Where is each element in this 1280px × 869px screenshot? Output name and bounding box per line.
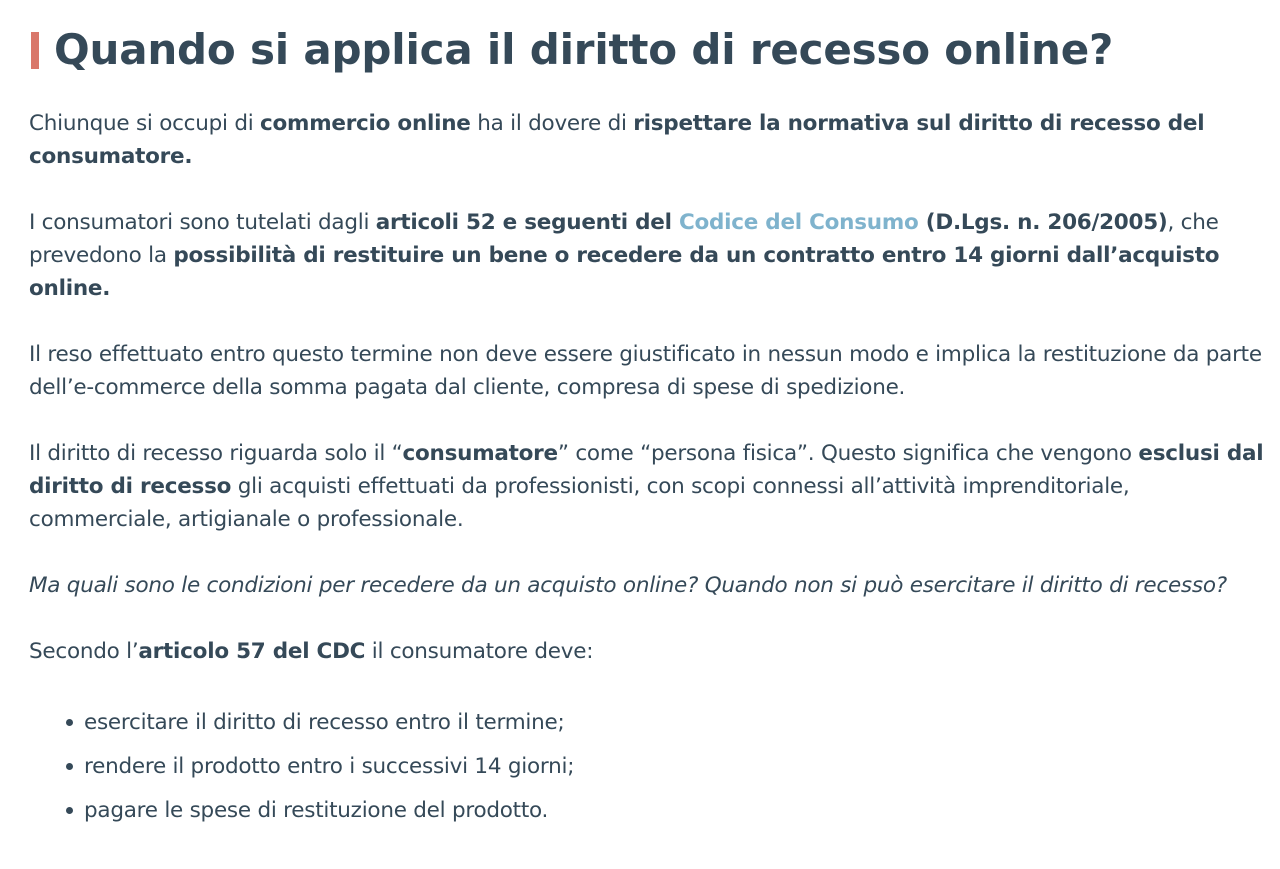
paragraph-reso: Il reso effettuato entro questo termine non deve essere giustificato in nessun modo e implica la restituzione da parte dell’e-commerce della somma pagata dal cliente, compresa di spese di spedizione. <box>29 342 1262 400</box>
list-item-text: pagare le spese di restituzione del prodotto. <box>84 798 549 823</box>
p1-bold-commercio-online: commercio online <box>260 111 471 136</box>
p2-text-2: , che prevedono la <box>29 210 1219 268</box>
list-item <box>84 789 1269 833</box>
p4-bold-consumatore: consumatore <box>402 441 558 466</box>
page-title: Quando si applica il diritto di recesso online? <box>54 25 1114 74</box>
p5-italic-question: Ma quali sono le condizioni per recedere da un acquisto online? Quando non si può esercitare il diritto di recesso? <box>29 573 1227 598</box>
paragraph-commercio-online <box>29 107 1269 173</box>
list-item <box>84 745 1269 789</box>
p6-text-2: il consumatore deve: <box>365 639 594 664</box>
p4-text-3: gli acquisti effettuati da professionisti, con scopi connessi all’attività imprenditoriale, commerciale, artigianale o professionale. <box>29 474 1130 532</box>
conditions-list <box>29 701 1269 833</box>
paragraph-domanda <box>29 569 1269 602</box>
p1-text-1: Chiunque si occupi di <box>29 111 261 136</box>
p2-bold-articoli: articoli 52 e seguenti del <box>375 210 679 235</box>
p6-text-1: Secondo l’ <box>29 639 139 664</box>
list-item <box>84 701 1269 745</box>
p2-bold-dlgs: (D.Lgs. n. 206/2005) <box>918 210 1168 235</box>
p4-bold-esclusi: esclusi dal diritto di recesso <box>29 441 1264 499</box>
paragraph-consumatore <box>29 437 1269 536</box>
bullet-icon <box>66 763 73 770</box>
article <box>29 0 1269 833</box>
p2-bold-possibilita: possibilità di restituire un bene o recedere da un contratto entro 14 giorni dall’acquisto online. <box>29 243 1220 301</box>
list-item-text: rendere il prodotto entro i successivi 14 giorni; <box>84 754 575 779</box>
paragraph-consumatori-tutelati <box>29 206 1269 305</box>
p4-text-1: Il diritto di recesso riguarda solo il “ <box>29 441 403 466</box>
p1-text-2: ha il dovere di <box>470 111 634 136</box>
p1-bold-normativa: rispettare la normativa sul diritto di recesso del consumatore. <box>29 111 1205 169</box>
list-item-text: esercitare il diritto di recesso entro il termine; <box>84 710 565 735</box>
p4-text-2: ” come “persona fisica”. Questo significa che vengono <box>557 441 1139 466</box>
heading-row <box>29 22 1269 78</box>
bullet-icon <box>66 807 73 814</box>
p6-bold-articolo-57: articolo 57 del CDC <box>138 639 366 664</box>
heading-accent-bar <box>31 32 39 69</box>
p2-text-1: I consumatori sono tutelati dagli <box>29 210 376 235</box>
bullet-icon <box>66 719 73 726</box>
paragraph-articolo-57 <box>29 635 1269 668</box>
codice-del-consumo-link[interactable]: Codice del Consumo <box>678 210 919 235</box>
